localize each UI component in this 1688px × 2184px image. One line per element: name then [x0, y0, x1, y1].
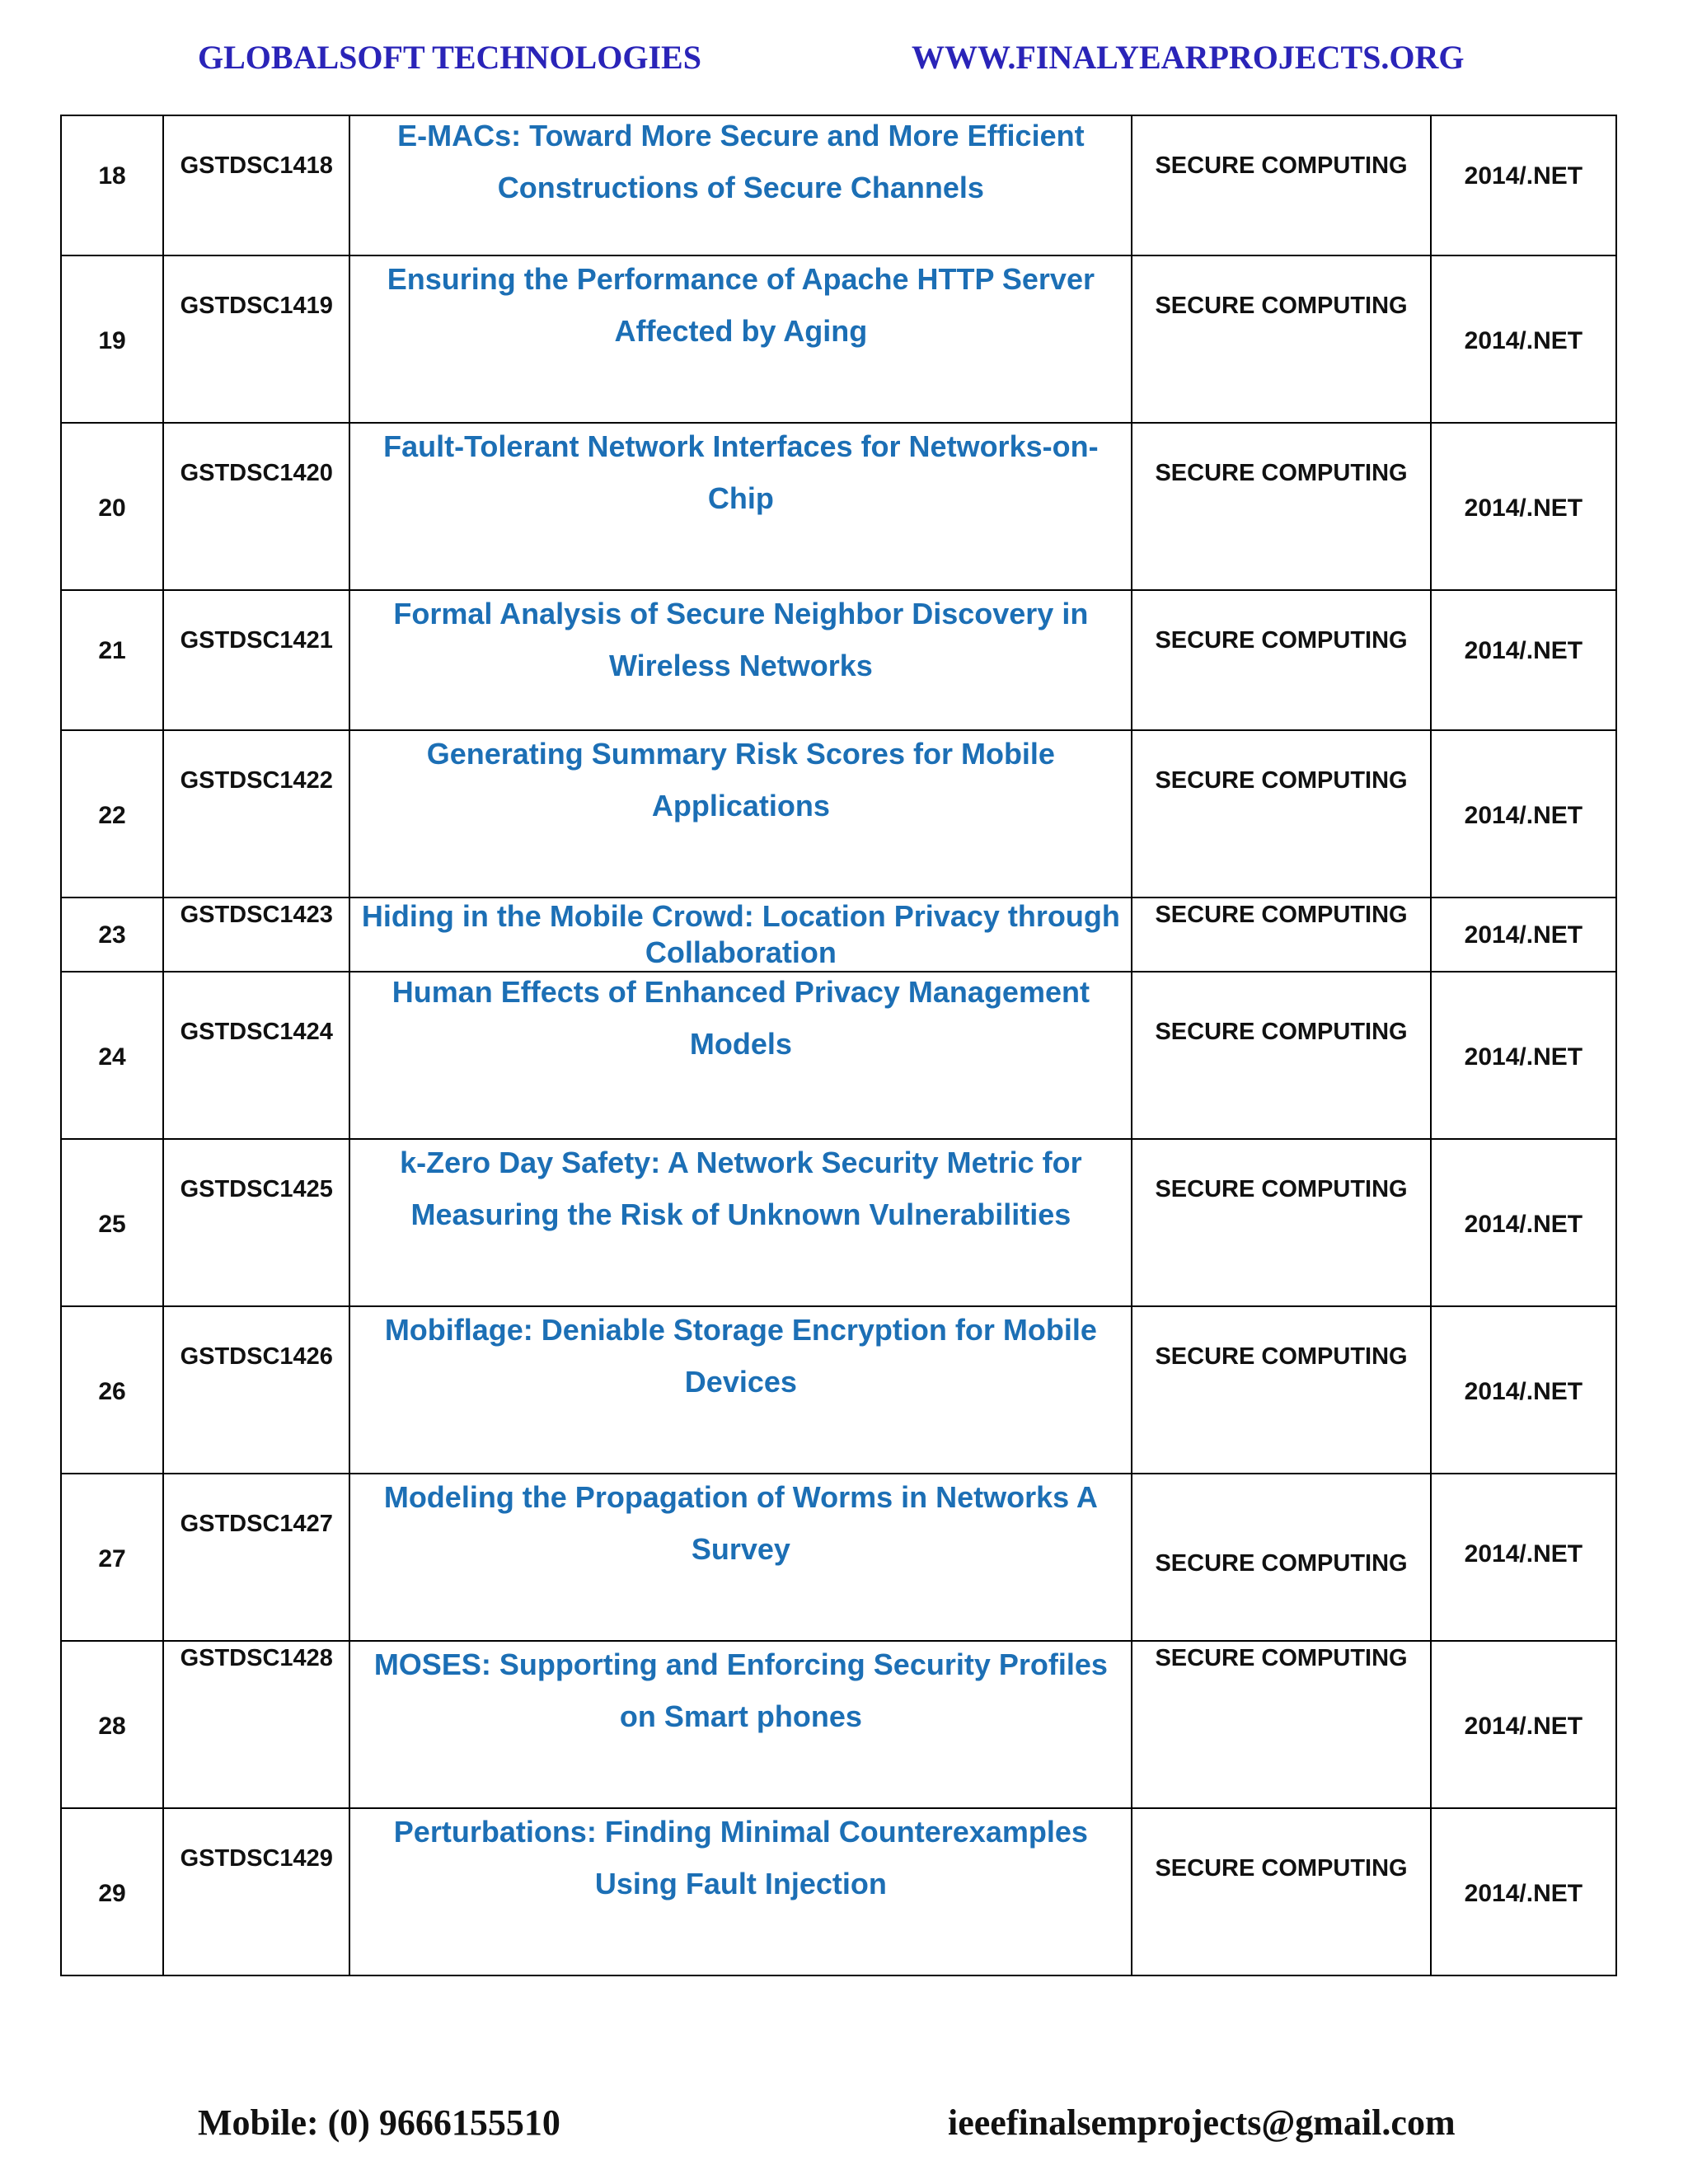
- project-year: 2014/.NET: [1464, 1378, 1583, 1405]
- project-title: Mobiflage: Deniable Storage Encryption for Mobile Devices: [384, 1313, 1097, 1399]
- project-code: GSTDSC1418: [180, 152, 333, 179]
- year-cell: [1431, 423, 1616, 590]
- domain-cell: [1132, 590, 1430, 730]
- title-cell: [349, 115, 1132, 255]
- sno-cell: [61, 972, 163, 1139]
- serial-number: 29: [98, 1880, 126, 1907]
- sno-cell: [61, 1808, 163, 1975]
- code-cell: [163, 1474, 349, 1641]
- serial-number: 24: [98, 1043, 126, 1071]
- year-cell: [1431, 972, 1616, 1139]
- year-cell: [1431, 1139, 1616, 1306]
- domain-cell: [1132, 1306, 1430, 1474]
- project-year: 2014/.NET: [1464, 1540, 1583, 1568]
- project-year: 2014/.NET: [1464, 1211, 1583, 1238]
- domain-cell: [1132, 730, 1430, 898]
- table-row: [61, 1474, 1616, 1641]
- serial-number: 20: [98, 494, 126, 522]
- serial-number: 19: [98, 327, 126, 354]
- website-link[interactable]: WWW.FINALYEARPROJECTS.ORG: [912, 39, 1465, 76]
- project-title: k-Zero Day Safety: A Network Security Metric for Measuring the Risk of Unknown Vulnerabilities: [400, 1146, 1082, 1231]
- title-cell: [349, 1139, 1132, 1306]
- sno-cell: [61, 1641, 163, 1808]
- project-title: Fault-Tolerant Network Interfaces for Networks-on-Chip: [383, 429, 1099, 515]
- project-domain: SECURE COMPUTING: [1155, 627, 1408, 654]
- project-year: 2014/.NET: [1464, 802, 1583, 829]
- year-cell: [1431, 1306, 1616, 1474]
- title-cell: [349, 423, 1132, 590]
- sno-cell: [61, 590, 163, 730]
- title-cell: [349, 255, 1132, 423]
- code-cell: [163, 1139, 349, 1306]
- table-row: [61, 972, 1616, 1139]
- project-title: MOSES: Supporting and Enforcing Security Profiles on Smart phones: [373, 1647, 1108, 1733]
- project-code: GSTDSC1429: [180, 1845, 333, 1872]
- serial-number: 27: [98, 1545, 126, 1572]
- table-row: [61, 423, 1616, 590]
- project-code: GSTDSC1423: [180, 902, 333, 928]
- domain-cell: [1132, 1808, 1430, 1975]
- project-domain: SECURE COMPUTING: [1155, 293, 1408, 319]
- code-cell: [163, 730, 349, 898]
- title-cell: [349, 972, 1132, 1139]
- table-row: [61, 1306, 1616, 1474]
- project-domain: SECURE COMPUTING: [1155, 1019, 1408, 1045]
- project-title: Human Effects of Enhanced Privacy Management Models: [392, 975, 1090, 1061]
- project-domain: SECURE COMPUTING: [1155, 152, 1408, 179]
- project-year: 2014/.NET: [1464, 162, 1583, 190]
- title-cell: [349, 1808, 1132, 1975]
- project-year: 2014/.NET: [1464, 494, 1583, 522]
- code-cell: [163, 423, 349, 590]
- project-domain: SECURE COMPUTING: [1155, 1176, 1408, 1202]
- project-year: 2014/.NET: [1464, 1043, 1583, 1071]
- title-cell: [349, 898, 1132, 972]
- project-domain: SECURE COMPUTING: [1155, 1645, 1408, 1671]
- project-code: GSTDSC1426: [180, 1343, 333, 1370]
- year-cell: [1431, 590, 1616, 730]
- title-cell: [349, 1306, 1132, 1474]
- sno-cell: [61, 255, 163, 423]
- project-title: Ensuring the Performance of Apache HTTP Server Affected by Aging: [387, 262, 1095, 348]
- mobile-number: Mobile: (0) 9666155510: [198, 2102, 560, 2143]
- year-cell: [1431, 1641, 1616, 1808]
- project-year: 2014/.NET: [1464, 637, 1583, 664]
- code-cell: [163, 1808, 349, 1975]
- domain-cell: [1132, 423, 1430, 590]
- sno-cell: [61, 1474, 163, 1641]
- serial-number: 18: [98, 162, 126, 190]
- code-cell: [163, 255, 349, 423]
- project-year: 2014/.NET: [1464, 327, 1583, 354]
- project-year: 2014/.NET: [1464, 1880, 1583, 1907]
- email-address[interactable]: ieeefinalsemprojects@gmail.com: [948, 2102, 1456, 2143]
- page-footer: [198, 2102, 1492, 2151]
- domain-cell: [1132, 898, 1430, 972]
- project-code: GSTDSC1428: [180, 1645, 333, 1671]
- code-cell: [163, 115, 349, 255]
- year-cell: [1431, 255, 1616, 423]
- project-domain: SECURE COMPUTING: [1155, 902, 1408, 928]
- project-code: GSTDSC1425: [180, 1176, 333, 1202]
- table-row: [61, 1139, 1616, 1306]
- table-row: [61, 1808, 1616, 1975]
- code-cell: [163, 1641, 349, 1808]
- sno-cell: [61, 730, 163, 898]
- table-row: [61, 255, 1616, 423]
- serial-number: 21: [98, 637, 126, 664]
- project-title: Perturbations: Finding Minimal Counterexamples Using Fault Injection: [393, 1815, 1088, 1900]
- company-name: GLOBALSOFT TECHNOLOGIES: [198, 39, 701, 76]
- project-year: 2014/.NET: [1464, 921, 1583, 949]
- sno-cell: [61, 898, 163, 972]
- sno-cell: [61, 1139, 163, 1306]
- title-cell: [349, 590, 1132, 730]
- sno-cell: [61, 115, 163, 255]
- project-title: E-MACs: Toward More Secure and More Efficient Constructions of Secure Channels: [397, 119, 1085, 204]
- year-cell: [1431, 1808, 1616, 1975]
- year-cell: [1431, 1474, 1616, 1641]
- domain-cell: [1132, 115, 1430, 255]
- year-cell: [1431, 898, 1616, 972]
- serial-number: 26: [98, 1378, 126, 1405]
- page-header: [198, 31, 1492, 89]
- code-cell: [163, 1306, 349, 1474]
- sno-cell: [61, 423, 163, 590]
- domain-cell: [1132, 255, 1430, 423]
- domain-cell: [1132, 1139, 1430, 1306]
- domain-cell: [1132, 1474, 1430, 1641]
- year-cell: [1431, 730, 1616, 898]
- code-cell: [163, 898, 349, 972]
- project-title: Formal Analysis of Secure Neighbor Discovery in Wireless Networks: [393, 597, 1089, 682]
- project-code: GSTDSC1422: [180, 767, 333, 794]
- project-code: GSTDSC1419: [180, 293, 333, 319]
- project-domain: SECURE COMPUTING: [1155, 1855, 1408, 1882]
- serial-number: 22: [98, 802, 126, 829]
- project-code: GSTDSC1421: [180, 627, 333, 654]
- domain-cell: [1132, 1641, 1430, 1808]
- project-code: GSTDSC1420: [180, 460, 333, 486]
- table-row: [61, 730, 1616, 898]
- project-year: 2014/.NET: [1464, 1713, 1583, 1740]
- project-title: Hiding in the Mobile Crowd: Location Privacy through Collaboration: [361, 899, 1120, 969]
- project-domain: SECURE COMPUTING: [1155, 1343, 1408, 1370]
- table-row: [61, 590, 1616, 730]
- code-cell: [163, 590, 349, 730]
- project-code: GSTDSC1427: [180, 1511, 333, 1537]
- project-domain: SECURE COMPUTING: [1155, 767, 1408, 794]
- title-cell: [349, 1641, 1132, 1808]
- title-cell: [349, 730, 1132, 898]
- sno-cell: [61, 1306, 163, 1474]
- serial-number: 23: [98, 921, 126, 949]
- project-title: Modeling the Propagation of Worms in Networks A Survey: [383, 1480, 1098, 1566]
- projects-table: [60, 115, 1617, 1976]
- code-cell: [163, 972, 349, 1139]
- project-domain: SECURE COMPUTING: [1155, 1550, 1408, 1577]
- serial-number: 28: [98, 1713, 126, 1740]
- table-row: [61, 898, 1616, 972]
- project-code: GSTDSC1424: [180, 1019, 333, 1045]
- serial-number: 25: [98, 1211, 126, 1238]
- table-row: [61, 115, 1616, 255]
- year-cell: [1431, 115, 1616, 255]
- project-domain: SECURE COMPUTING: [1155, 460, 1408, 486]
- project-title: Generating Summary Risk Scores for Mobile Applications: [426, 737, 1055, 823]
- table-row: [61, 1641, 1616, 1808]
- title-cell: [349, 1474, 1132, 1641]
- domain-cell: [1132, 972, 1430, 1139]
